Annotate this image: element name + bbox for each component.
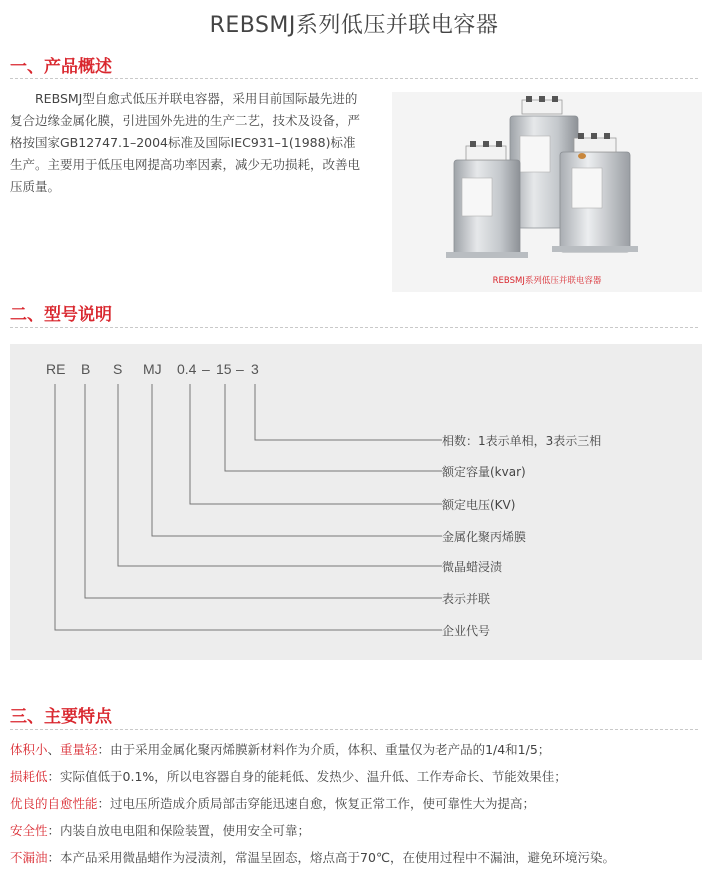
feature-colon: ： <box>47 823 61 838</box>
code-part-dash: – <box>202 361 210 377</box>
leader-line-phase <box>255 384 442 440</box>
desc-parallel: 表示并联 <box>442 592 491 606</box>
code-part-mj: MJ <box>143 361 162 377</box>
feature-label: 优良的自愈性能 <box>10 796 98 811</box>
code-part-b: B <box>81 361 91 377</box>
feature-label: 损耗低 <box>10 769 48 784</box>
desc-wax: 微晶蜡浸渍 <box>442 560 503 574</box>
desc-capacity: 额定容量(kvar) <box>442 465 526 479</box>
feature-colon: ： <box>47 850 61 865</box>
feature-colon: ： <box>97 742 111 757</box>
section-title-features: 三、主要特点 <box>10 707 112 727</box>
desc-voltage: 额定电压(KV) <box>442 498 516 512</box>
feature-text: 过电压所造成介质局部击穿能迅速自愈，恢复正常工作，使可靠性大为提高； <box>110 796 536 811</box>
feature-label: 安全性 <box>10 823 48 838</box>
feature-label: 体积小 <box>10 742 48 757</box>
code-part-dash: – <box>236 361 244 377</box>
section-divider <box>10 327 698 328</box>
page-title: REBSMJ系列低压并联电容器 <box>209 13 499 38</box>
feature-label: 不漏油 <box>10 850 48 865</box>
model-code-diagram <box>10 344 702 660</box>
section-divider <box>10 78 698 79</box>
feature-colon: ： <box>97 796 111 811</box>
photo-caption: REBSMJ系列低压并联电容器 <box>492 276 602 286</box>
feature-colon: ： <box>47 769 61 784</box>
feature-item <box>10 821 310 839</box>
product-photo <box>392 92 702 292</box>
desc-film: 金属化聚丙烯膜 <box>442 530 527 544</box>
code-part-voltage: 0.4 <box>177 361 197 377</box>
model-leader-lines <box>10 344 702 660</box>
feature-text: 由于采用金属化聚丙烯膜新材料作为介质，体积、重量仅为老产品的1/4和1/5； <box>110 742 551 757</box>
leader-line-company <box>55 384 442 630</box>
capacitor-illustration <box>392 92 702 292</box>
feature-item <box>10 848 615 866</box>
desc-company: 企业代号 <box>442 624 491 638</box>
leader-line-capacity <box>225 384 442 471</box>
section-title-model: 二、型号说明 <box>10 305 112 325</box>
section-divider <box>10 729 698 730</box>
feature-separator: 、 <box>47 742 61 757</box>
feature-item <box>10 767 567 785</box>
code-part-s: S <box>113 361 123 377</box>
leader-line-film <box>152 384 442 536</box>
code-part-phase: 3 <box>251 361 259 377</box>
feature-item <box>10 740 550 758</box>
feature-text: 本产品采用微晶蜡作为浸渍剂，常温呈固态，熔点高于70℃，在使用过程中不漏油，避免环境污染。 <box>60 850 615 865</box>
feature-item <box>10 794 535 812</box>
section-title-overview: 一、产品概述 <box>10 57 112 77</box>
feature-text: 实际值低于0.1%，所以电容器自身的能耗低、发热少、温升低、工作寿命长、节能效果佳； <box>60 769 567 784</box>
feature-label: 重量轻 <box>60 742 98 757</box>
code-part-re: RE <box>46 361 66 377</box>
feature-text: 内装自放电电阻和保险装置，使用安全可靠； <box>60 823 311 838</box>
overview-paragraph: REBSMJ型自愈式低压并联电容器，采用目前国际最先进的复合边缘金属化膜，引进国外先进的生产二艺，技术及设备，严格按国家GB12747.1–2004标准及国际IEC931–1(1988)标准生产。主要用于低压电网提高功率因素，减少无功损耗，改善电压质量。 <box>10 91 361 194</box>
leader-line-wax <box>118 384 442 566</box>
desc-phase: 相数：1表示单相，3表示三相 <box>442 434 602 448</box>
code-part-capacity: 15 <box>216 361 232 377</box>
leader-line-voltage <box>190 384 442 504</box>
